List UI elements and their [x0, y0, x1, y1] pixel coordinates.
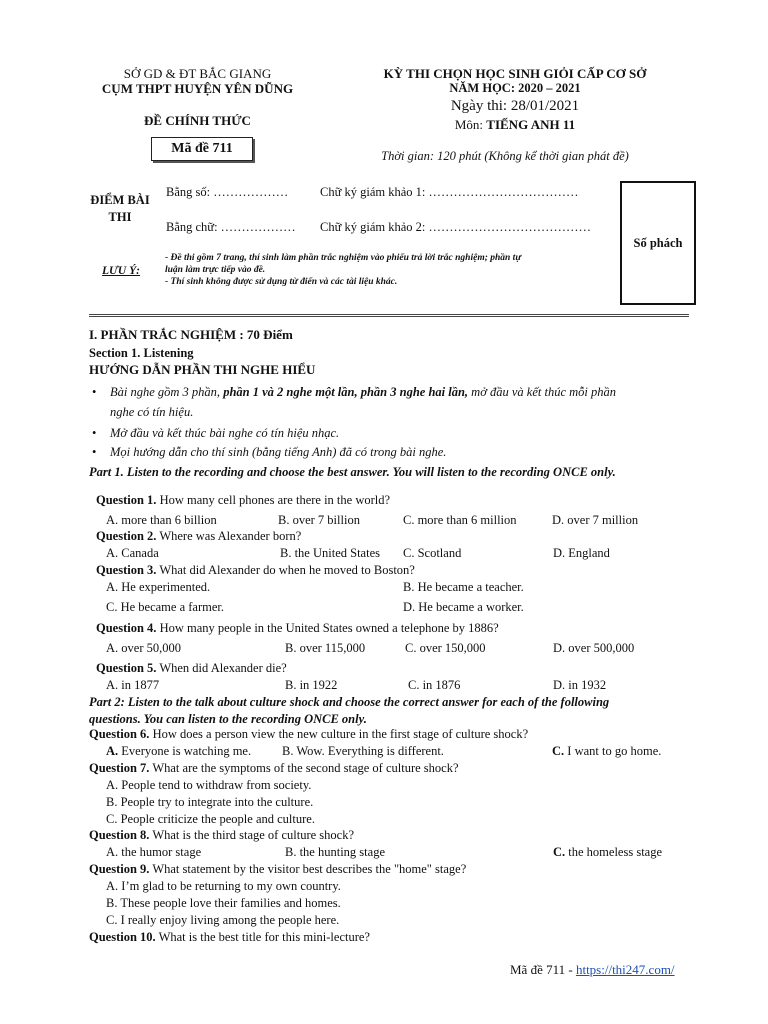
answer-option: B. the United States — [280, 546, 380, 560]
option-text: B. Wow. Everything is different. — [282, 744, 444, 758]
question-text: What are the symptoms of the second stage of culture shock? — [149, 761, 459, 775]
question-label: Question 3. — [96, 563, 157, 577]
question-label: Question 9. — [89, 862, 150, 876]
option-text: B. the hunting stage — [285, 845, 385, 859]
answer-option — [106, 845, 201, 860]
question-text: What is the third stage of culture shock? — [149, 828, 355, 842]
question-stem — [89, 727, 528, 742]
so-phach-box: Số phách — [620, 181, 696, 305]
question-text: What did Alexander do when he moved to Boston? — [156, 563, 415, 577]
question-label: Question 2. — [96, 529, 157, 543]
question-text: How does a person view the new culture in the first stage of culture shock? — [149, 727, 529, 741]
question-stem — [96, 621, 499, 636]
exam-date: Ngày thi: 28/01/2021 — [450, 98, 580, 114]
guide-bullet-3: • Mọi hướng dẫn cho thí sinh (bằng tiếng Anh) đã có trong bài nghe. — [92, 445, 447, 459]
department-name: SỞ GD & ĐT BẮC GIANG — [123, 66, 272, 81]
answer-option: C. in 1876 — [408, 678, 461, 692]
answer-option — [106, 795, 313, 810]
part-heading: I. PHẦN TRẮC NGHIỆM : 70 Điểm — [89, 327, 293, 342]
option-text: A. People tend to withdraw from society. — [106, 778, 312, 792]
option-text: A. I’m glad to be returning to my own country. — [106, 879, 341, 893]
part1-instruction: Part 1. Listen to the recording and choose the best answer. You will listen to the recording ONCE only. — [89, 465, 616, 479]
question-label: Question 6. — [89, 727, 150, 741]
footer-link[interactable]: https://thi247.com/ — [575, 962, 675, 977]
option-text: B. People try to integrate into the culture. — [106, 795, 314, 809]
option-text: A. the humor stage — [106, 845, 202, 859]
option-text: the homeless stage — [565, 845, 663, 859]
question-label: Question 8. — [89, 828, 150, 842]
guide-bullet-1-cont: nghe có tín hiệu. — [110, 405, 194, 419]
answer-option: C. He became a farmer. — [106, 600, 224, 614]
score-label: ĐIỂM BÀI THI — [90, 193, 150, 224]
answer-option: D. England — [553, 546, 610, 560]
subject: Môn: TIẾNG ANH 11 — [454, 117, 576, 132]
question-label: Question 1. — [96, 493, 157, 507]
answer-option: A. He experimented. — [106, 580, 211, 594]
question-stem — [96, 661, 287, 676]
exam-title: KỲ THI CHỌN HỌC SINH GIỎI CẤP CƠ SỞ — [383, 66, 647, 81]
question-text: What is the best title for this mini-lecture? — [155, 930, 370, 944]
option-letter: A. — [106, 744, 119, 758]
option-text: Everyone is watching me. — [118, 744, 252, 758]
guide-heading: HƯỚNG DẪN PHẦN THI NGHE HIỂU — [89, 362, 316, 377]
answer-option: A. over 50,000 — [106, 641, 181, 655]
answer-option: C. over 150,000 — [405, 641, 486, 655]
question-label: Question 4. — [96, 621, 157, 635]
question-text: Where was Alexander born? — [156, 529, 302, 543]
notes: - Đề thi gồm 7 trang, thí sinh làm phần trắc nghiệm vào phiếu trả lời trắc nghiệm; phần tự luận làm trực tiếp vào đề. - Thí sinh không được sử dụng từ điển và các tài liệu khác. — [165, 253, 522, 287]
answer-option — [106, 896, 341, 911]
answer-option — [106, 744, 251, 759]
question-text: How many cell phones are there in the world? — [156, 493, 391, 507]
answer-option: C. more than 6 million — [403, 513, 517, 527]
header-divider — [89, 314, 689, 317]
answer-option — [106, 812, 315, 827]
answer-option: B. He became a teacher. — [403, 580, 524, 594]
question-text: What statement by the visitor best describes the "home" stage? — [149, 862, 467, 876]
cluster-name: CỤM THPT HUYỆN YÊN DŨNG — [101, 81, 294, 96]
question-text: When did Alexander die? — [156, 661, 287, 675]
question-stem — [89, 828, 354, 843]
answer-option: D. He became a worker. — [403, 600, 524, 614]
examiner-2-signature: Chữ ký giám khảo 2: ………………………………… — [320, 220, 592, 234]
answer-option: B. over 115,000 — [285, 641, 366, 655]
footer: Mã đề 711 - https://thi247.com/ — [510, 962, 675, 977]
option-text: I want to go home. — [564, 744, 662, 758]
question-stem — [89, 930, 370, 945]
question-stem — [89, 862, 466, 877]
note-label: LƯU Ý: — [102, 265, 140, 277]
question-label: Question 10. — [89, 930, 156, 944]
question-stem — [96, 529, 301, 544]
answer-option — [106, 879, 341, 894]
answer-option: A. more than 6 billion — [106, 513, 217, 527]
question-text: How many people in the United States owned a telephone by 1886? — [156, 621, 499, 635]
score-number-field: Bằng số: ……………… — [166, 185, 289, 199]
option-text: C. I really enjoy living among the people here. — [106, 913, 340, 927]
question-label: Question 5. — [96, 661, 157, 675]
answer-option — [285, 845, 385, 860]
answer-option — [282, 744, 444, 759]
answer-option: D. in 1932 — [553, 678, 607, 692]
option-text: B. These people love their families and homes. — [106, 896, 341, 910]
score-words-field: Bằng chữ: ……………… — [166, 220, 296, 234]
answer-option — [106, 913, 339, 928]
exam-code-box: Mã đề 711 — [151, 137, 253, 161]
answer-option: A. Canada — [106, 546, 159, 560]
option-letter: C. — [553, 845, 566, 859]
answer-option: C. Scotland — [403, 546, 462, 560]
answer-option — [552, 744, 661, 759]
answer-option — [106, 778, 311, 793]
official-label: ĐỀ CHÍNH THỨC — [144, 113, 251, 128]
question-stem — [96, 563, 415, 578]
question-stem — [89, 761, 459, 776]
answer-option: B. in 1922 — [285, 678, 338, 692]
answer-option: D. over 500,000 — [553, 641, 635, 655]
guide-bullet-2: • Mở đầu và kết thúc bài nghe có tín hiệu nhạc. — [92, 426, 340, 440]
section-heading: Section 1. Listening — [89, 346, 194, 360]
guide-bullet-1: • Bài nghe gồm 3 phần, phần 1 và 2 nghe một lần, phần 3 nghe hai lần, mở đầu và kết thúc mỗi phần — [92, 385, 617, 399]
question-stem — [96, 493, 390, 508]
part2-instruction: Part 2: Listen to the talk about culture shock and choose the correct answer for each of the following questions. You can listen to the recording ONCE only. — [89, 695, 610, 726]
answer-option — [553, 845, 662, 860]
question-label: Question 7. — [89, 761, 150, 775]
examiner-1-signature: Chữ ký giám khảo 1: ……………………………… — [320, 185, 579, 199]
option-letter: C. — [552, 744, 565, 758]
answer-option: A. in 1877 — [106, 678, 160, 692]
answer-option: B. over 7 billion — [278, 513, 360, 527]
option-text: C. People criticize the people and culture. — [106, 812, 315, 826]
duration: Thời gian: 120 phút (Không kể thời gian phát đề) — [381, 149, 629, 163]
answer-option: D. over 7 million — [552, 513, 639, 527]
school-year: NĂM HỌC: 2020 – 2021 — [449, 81, 581, 95]
